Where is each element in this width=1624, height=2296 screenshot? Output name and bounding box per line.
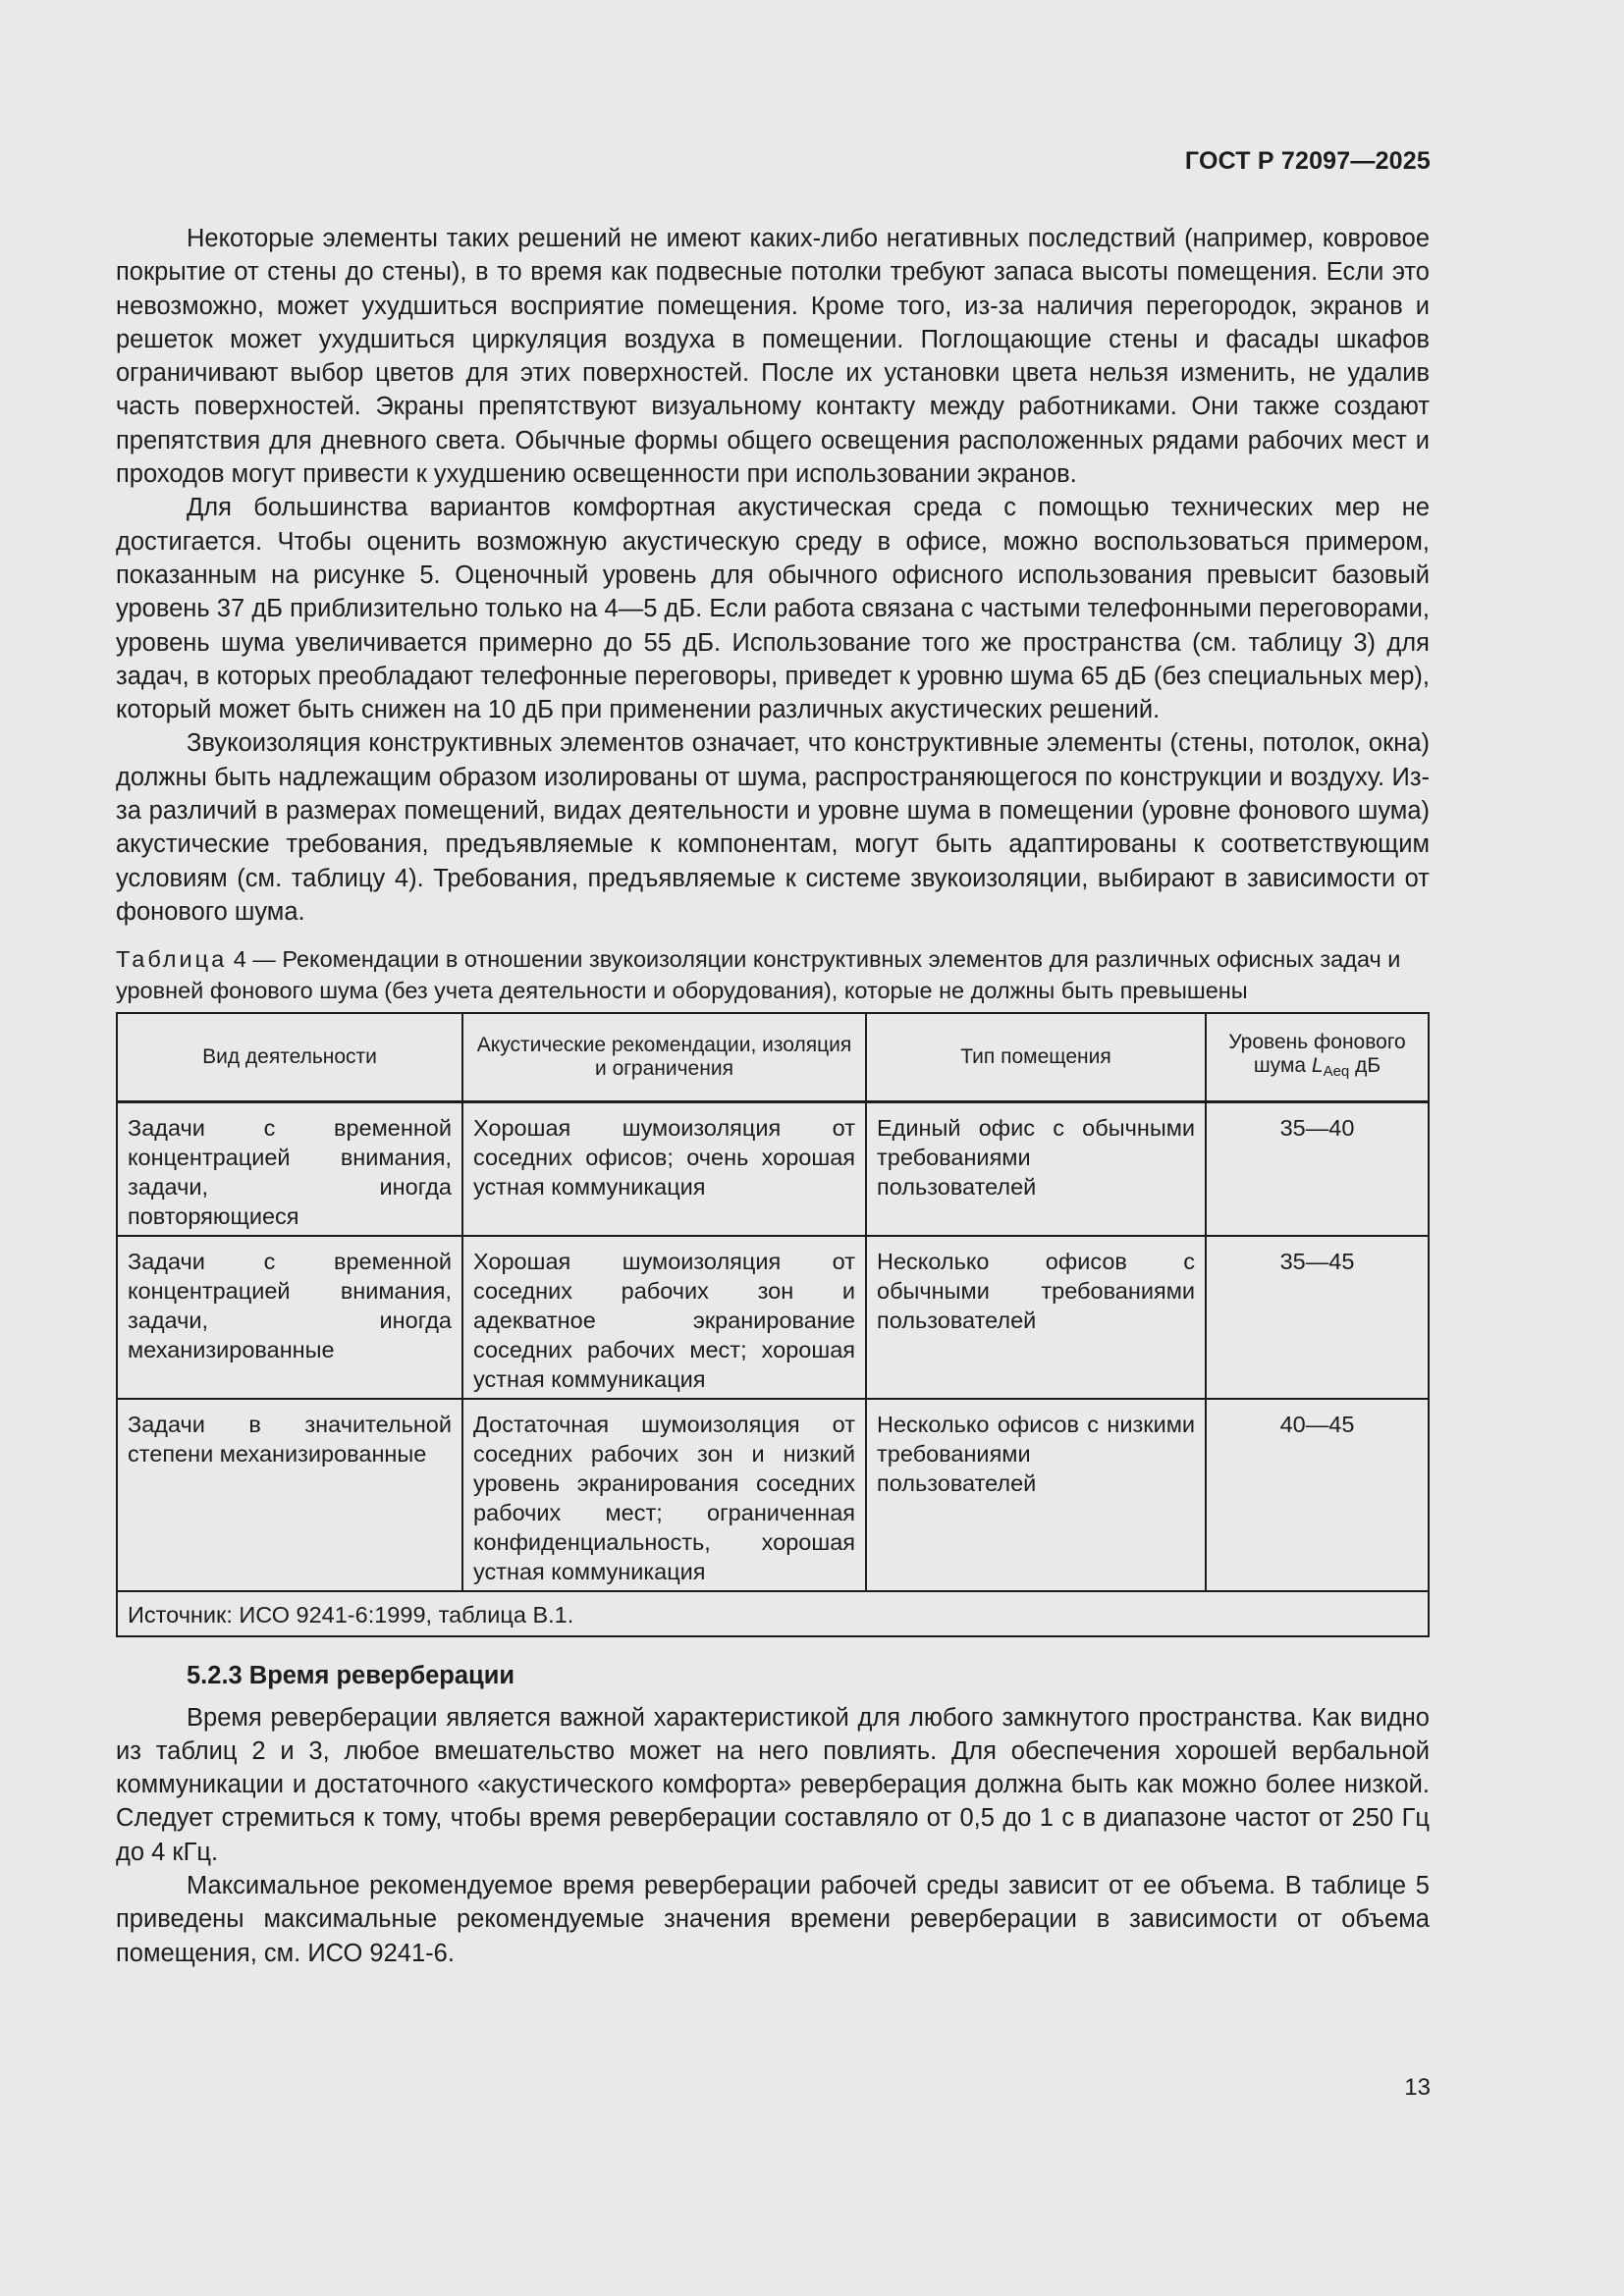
cell-activity: Задачи с временной концентрацией внимания, задачи, иногда повторяющиеся xyxy=(117,1102,462,1237)
table-caption-number: 4 xyxy=(233,946,246,973)
table-caption-label: Таблица xyxy=(116,946,228,973)
document-id-header: ГОСТ Р 72097—2025 xyxy=(1184,147,1431,175)
cell-activity: Задачи с временной концентрацией внимания, задачи, иногда механизированные xyxy=(117,1236,462,1399)
cell-noise-level: 40—45 xyxy=(1206,1399,1429,1591)
cell-room-type: Единый офис с обычными требованиями пользователей xyxy=(866,1102,1206,1237)
page-content xyxy=(116,222,1430,1970)
header-room-type: Тип помещения xyxy=(866,1013,1206,1102)
paragraph: Максимальное рекомендуемое время реверберации рабочей среды зависит от ее объема. В таблице 5 приведены максимальные рекомендуемые значения времени реверберации в зависимости от объема помещения, см. ИСО 9241-6. xyxy=(116,1872,1430,1967)
table-row xyxy=(117,1399,1429,1591)
cell-room-type: Несколько офисов с обычными требованиями пользователей xyxy=(866,1236,1206,1399)
cell-activity: Задачи в значительной степени механизированные xyxy=(117,1399,462,1591)
recommendations-table xyxy=(116,1012,1430,1637)
paragraph: Для большинства вариантов комфортная акустическая среда с помощью технических мер не достигается. Чтобы оценить возможную акустическую среду в офисе, можно воспользоваться примером, показанным на рисунке 5. Оценочный уровень для обычного офисного использования превысит базовый уровень 37 дБ приблизительно только на 4—5 дБ. Если работа связана с частыми телефонными переговорами, уровень шума увеличивается примерно до 55 дБ. Использование того же пространства (см. таблицу 3) для задач, в которых преобладают телефонные переговоры, приведет к уровню шума 65 дБ (без специальных мер), который может быть снижен на 10 дБ при применении различных акустических решений. xyxy=(116,494,1430,724)
header-noise-level xyxy=(1206,1013,1429,1102)
table-caption-text: — Рекомендации в отношении звукоизоляции конструктивных элементов для различных офисных задач и уровней фонового шума (без учета деятельности и оборудования), которые не должны быть превышены xyxy=(116,946,1401,1003)
header-noise-unit: дБ xyxy=(1349,1054,1381,1078)
cell-room-type: Несколько офисов с низкими требованиями пользователей xyxy=(866,1399,1206,1591)
paragraph: Звукоизоляция конструктивных элементов означает, что конструктивные элементы (стены, потолок, окна) должны быть надлежащим образом изолированы от шума, распространяющегося по конструкции и воздуху. Из-за различий в размерах помещений, видах деятельности и уровне шума в помещении (уровне фонового шума) акустические требования, предъявляемые к компонентам, могут быть адаптированы к соответствующим условиям (см. таблицу 4). Требования, предъявляемые к системе звукоизоляции, выбирают в зависимости от фонового шума. xyxy=(116,729,1430,926)
table-header-row xyxy=(117,1013,1429,1102)
paragraph: Время реверберации является важной характеристикой для любого замкнутого пространства. Как видно из таблиц 2 и 3, любое вмешательство может на него повлиять. Для обеспечения хорошей вербальной коммуникации и достаточного «акустического комфорта» реверберация должна быть как можно более низкой. Следует стремиться к тому, чтобы время реверберации составляло от 0,5 до 1 с в диапазоне частот от 250 Гц до 4 кГц. xyxy=(116,1703,1430,1866)
header-noise-prefix: Уровень фонового шума xyxy=(1228,1031,1406,1078)
cell-recommendations: Хорошая шумоизоляция от соседних офисов; очень хорошая устная коммуникация xyxy=(462,1102,866,1237)
section-heading: 5.2.3 Время реверберации xyxy=(187,1662,515,1690)
page-number: 13 xyxy=(1404,2074,1431,2101)
cell-noise-level: 35—45 xyxy=(1206,1236,1429,1399)
cell-recommendations: Достаточная шумоизоляция от соседних рабочих зон и низкий уровень экранирования соседних рабочих мест; ограниченная конфиденциальность, хорошая устная коммуникация xyxy=(462,1399,866,1591)
cell-noise-level: 35—40 xyxy=(1206,1102,1429,1237)
header-activity: Вид деятельности xyxy=(117,1013,462,1102)
table-source-row xyxy=(117,1591,1429,1636)
paragraph: Некоторые элементы таких решений не имеют каких-либо негативных последствий (например, ковровое покрытие от стены до стены), в то время как подвесные потолки требуют запаса высоты помещения. Если это невозможно, может ухудшиться восприятие помещения. Кроме того, из-за наличия перегородок, экранов и решеток может ухудшиться циркуляция воздуха в помещении. Поглощающие стены и фасады шкафов ограничивают выбор цветов для этих поверхностей. После их установки цвета нельзя изменить, не удалив часть поверхностей. Экраны препятствуют визуальному контакту между работниками. Они также создают препятствия для дневного света. Обычные формы общего освещения расположенных рядами рабочих мест и проходов могут привести к ухудшению освещенности при использовании экранов. xyxy=(116,225,1430,489)
table-caption xyxy=(116,944,1430,1006)
header-recommendations: Акустические рекомендации, изоляция и ограничения xyxy=(462,1013,866,1102)
cell-recommendations: Хорошая шумоизоляция от соседних рабочих зон и адекватное экранирование соседних рабочих мест; хорошая устная коммуникация xyxy=(462,1236,866,1399)
table-row xyxy=(117,1236,1429,1399)
header-noise-subscript: Aeq xyxy=(1323,1063,1350,1081)
table-source-note: Источник: ИСО 9241-6:1999, таблица B.1. xyxy=(117,1591,1429,1636)
table-row xyxy=(117,1102,1429,1237)
header-noise-symbol: L xyxy=(1311,1054,1324,1078)
